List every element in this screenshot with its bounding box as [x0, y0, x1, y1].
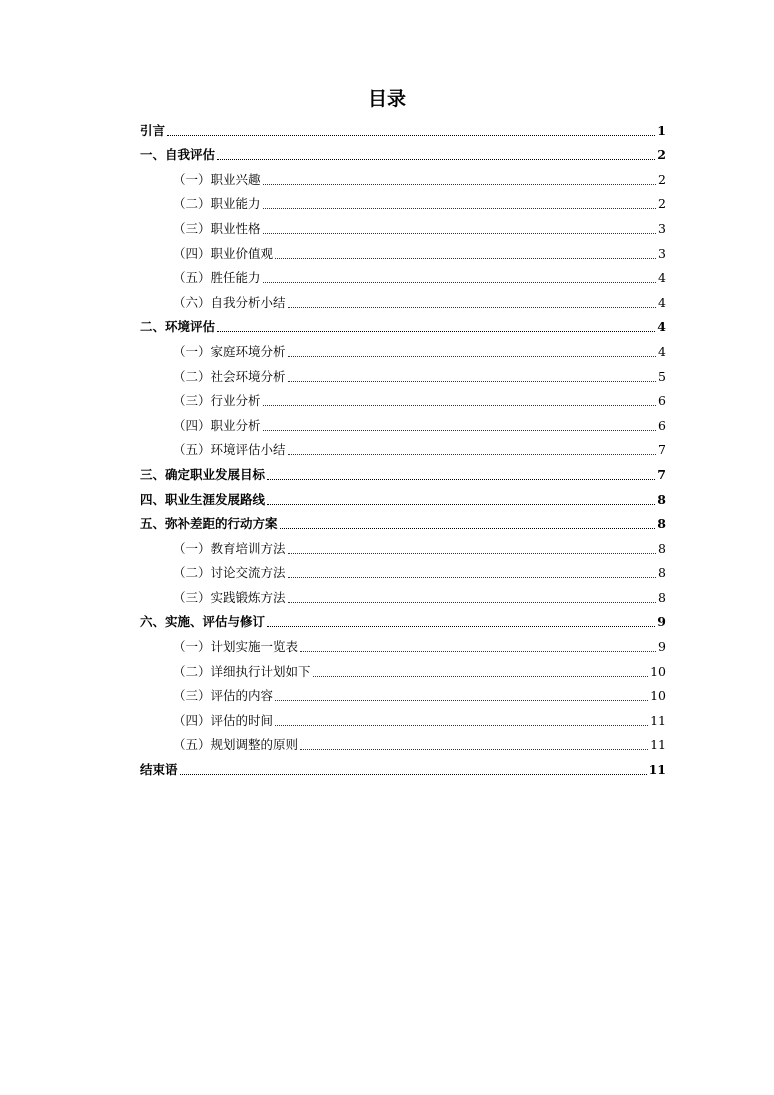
toc-entry-section[interactable]: [140, 311, 666, 336]
toc-dot-leader: [263, 282, 657, 283]
toc-entry-subsection[interactable]: [140, 237, 666, 262]
toc-entry-page-number: 6: [658, 393, 666, 409]
toc-entry-section[interactable]: [140, 606, 666, 631]
toc-dot-leader: [288, 381, 657, 382]
toc-entry-label: （二）职业能力: [173, 196, 261, 212]
toc-entry-subsection[interactable]: [140, 385, 666, 410]
toc-dot-leader: [263, 208, 657, 209]
toc-entry-section[interactable]: [140, 458, 666, 483]
toc-dot-leader: [263, 430, 657, 431]
toc-dot-leader: [300, 749, 648, 750]
toc-list: [140, 114, 666, 778]
toc-entry-label: （五）规划调整的原则: [173, 737, 299, 753]
toc-dot-leader: [275, 725, 648, 726]
toc-dot-leader: [313, 676, 649, 677]
toc-entry-label: （四）评估的时间: [173, 712, 274, 728]
toc-entry-label: （四）职业分析: [173, 417, 261, 433]
toc-entry-label: 四、职业生涯发展路线: [140, 491, 266, 507]
toc-dot-leader: [275, 700, 648, 701]
toc-entry-section[interactable]: [140, 508, 666, 533]
toc-dot-leader: [288, 454, 657, 455]
toc-entry-label: （五）环境评估小结: [173, 442, 286, 458]
toc-entry-page-number: 11: [650, 737, 666, 753]
toc-entry-page-number: 5: [658, 368, 666, 384]
toc-entry-subsection[interactable]: [140, 630, 666, 655]
toc-entry-label: 六、实施、评估与修订: [140, 614, 266, 630]
toc-dot-leader: [263, 184, 657, 185]
toc-entry-subsection[interactable]: [140, 262, 666, 287]
toc-entry-page-number: 11: [648, 762, 666, 778]
toc-dot-leader: [263, 405, 657, 406]
toc-entry-label: 五、弥补差距的行动方案: [140, 516, 278, 532]
toc-entry-subsection[interactable]: [140, 434, 666, 459]
toc-entry-label: 引言: [140, 122, 166, 138]
toc-dot-leader: [217, 159, 655, 160]
toc-entry-page-number: 8: [657, 516, 666, 532]
toc-entry-subsection[interactable]: [140, 286, 666, 311]
toc-entry-label: 结束语: [140, 762, 178, 778]
toc-dot-leader: [267, 504, 655, 505]
toc-entry-page-number: 2: [657, 147, 666, 163]
toc-entry-label: 二、环境评估: [140, 319, 216, 335]
toc-entry-label: 三、确定职业发展目标: [140, 466, 266, 482]
toc-entry-label: （一）职业兴趣: [173, 171, 261, 187]
toc-entry-subsection[interactable]: [140, 360, 666, 385]
toc-entry-label: （一）家庭环境分析: [173, 343, 286, 359]
toc-entry-page-number: 2: [658, 196, 666, 212]
toc-entry-label: （一）教育培训方法: [173, 540, 286, 556]
toc-entry-subsection[interactable]: [140, 655, 666, 680]
toc-dot-leader: [288, 356, 657, 357]
toc-entry-subsection[interactable]: [140, 729, 666, 754]
toc-entry-page-number: 4: [658, 294, 666, 310]
toc-entry-page-number: 9: [657, 614, 666, 630]
toc-entry-subsection[interactable]: [140, 335, 666, 360]
toc-dot-leader: [267, 626, 655, 627]
toc-entry-subsection[interactable]: [140, 680, 666, 705]
toc-dot-leader: [288, 577, 657, 578]
toc-entry-subsection[interactable]: [140, 581, 666, 606]
toc-entry-subsection[interactable]: [140, 212, 666, 237]
toc-dot-leader: [217, 331, 655, 332]
toc-entry-page-number: 9: [658, 639, 666, 655]
toc-entry-page-number: 7: [658, 442, 666, 458]
toc-entry-section[interactable]: [140, 483, 666, 508]
toc-entry-page-number: 11: [650, 712, 666, 728]
toc-entry-subsection[interactable]: [140, 163, 666, 188]
toc-dot-leader: [288, 602, 657, 603]
toc-dot-leader: [180, 774, 647, 775]
toc-dot-leader: [288, 553, 657, 554]
toc-entry-page-number: 4: [658, 343, 666, 359]
toc-entry-page-number: 10: [650, 663, 666, 679]
toc-entry-label: （二）详细执行计划如下: [173, 663, 311, 679]
toc-entry-page-number: 8: [658, 589, 666, 605]
toc-dot-leader: [267, 479, 655, 480]
toc-dot-leader: [288, 307, 657, 308]
toc-entry-label: （二）讨论交流方法: [173, 565, 286, 581]
toc-entry-label: （三）职业性格: [173, 220, 261, 236]
toc-entry-page-number: 8: [657, 491, 666, 507]
toc-entry-subsection[interactable]: [140, 409, 666, 434]
toc-dot-leader: [300, 651, 656, 652]
toc-entry-label: （二）社会环境分析: [173, 368, 286, 384]
toc-dot-leader: [263, 233, 657, 234]
toc-entry-page-number: 8: [658, 540, 666, 556]
toc-entry-section[interactable]: [140, 753, 666, 778]
toc-entry-label: （四）职业价值观: [173, 245, 274, 261]
toc-entry-page-number: 1: [657, 122, 666, 138]
toc-entry-subsection[interactable]: [140, 704, 666, 729]
toc-entry-subsection[interactable]: [140, 532, 666, 557]
toc-entry-page-number: 10: [650, 688, 666, 704]
toc-entry-label: （六）自我分析小结: [173, 294, 286, 310]
toc-entry-label: 一、自我评估: [140, 147, 216, 163]
toc-entry-page-number: 3: [658, 245, 666, 261]
toc-dot-leader: [275, 258, 656, 259]
toc-entry-label: （三）评估的内容: [173, 688, 274, 704]
toc-entry-section[interactable]: [140, 139, 666, 164]
toc-entry-label: （一）计划实施一览表: [173, 639, 299, 655]
toc-entry-label: （三）实践锻炼方法: [173, 589, 286, 605]
toc-entry-page-number: 7: [657, 466, 666, 482]
toc-dot-leader: [167, 135, 655, 136]
toc-entry-page-number: 8: [658, 565, 666, 581]
toc-entry-subsection[interactable]: [140, 188, 666, 213]
toc-entry-subsection[interactable]: [140, 557, 666, 582]
toc-title: 目录: [367, 88, 406, 110]
toc-entry-page-number: 4: [657, 319, 666, 335]
toc-entry-page-number: 3: [658, 220, 666, 236]
toc-dot-leader: [280, 528, 656, 529]
toc-entry-label: （五）胜任能力: [173, 270, 261, 286]
toc-entry-page-number: 2: [658, 171, 666, 187]
toc-entry-label: （三）行业分析: [173, 393, 261, 409]
toc-entry-page-number: 6: [658, 417, 666, 433]
toc-entry-page-number: 4: [658, 270, 666, 286]
toc-entry-section[interactable]: [140, 114, 666, 139]
